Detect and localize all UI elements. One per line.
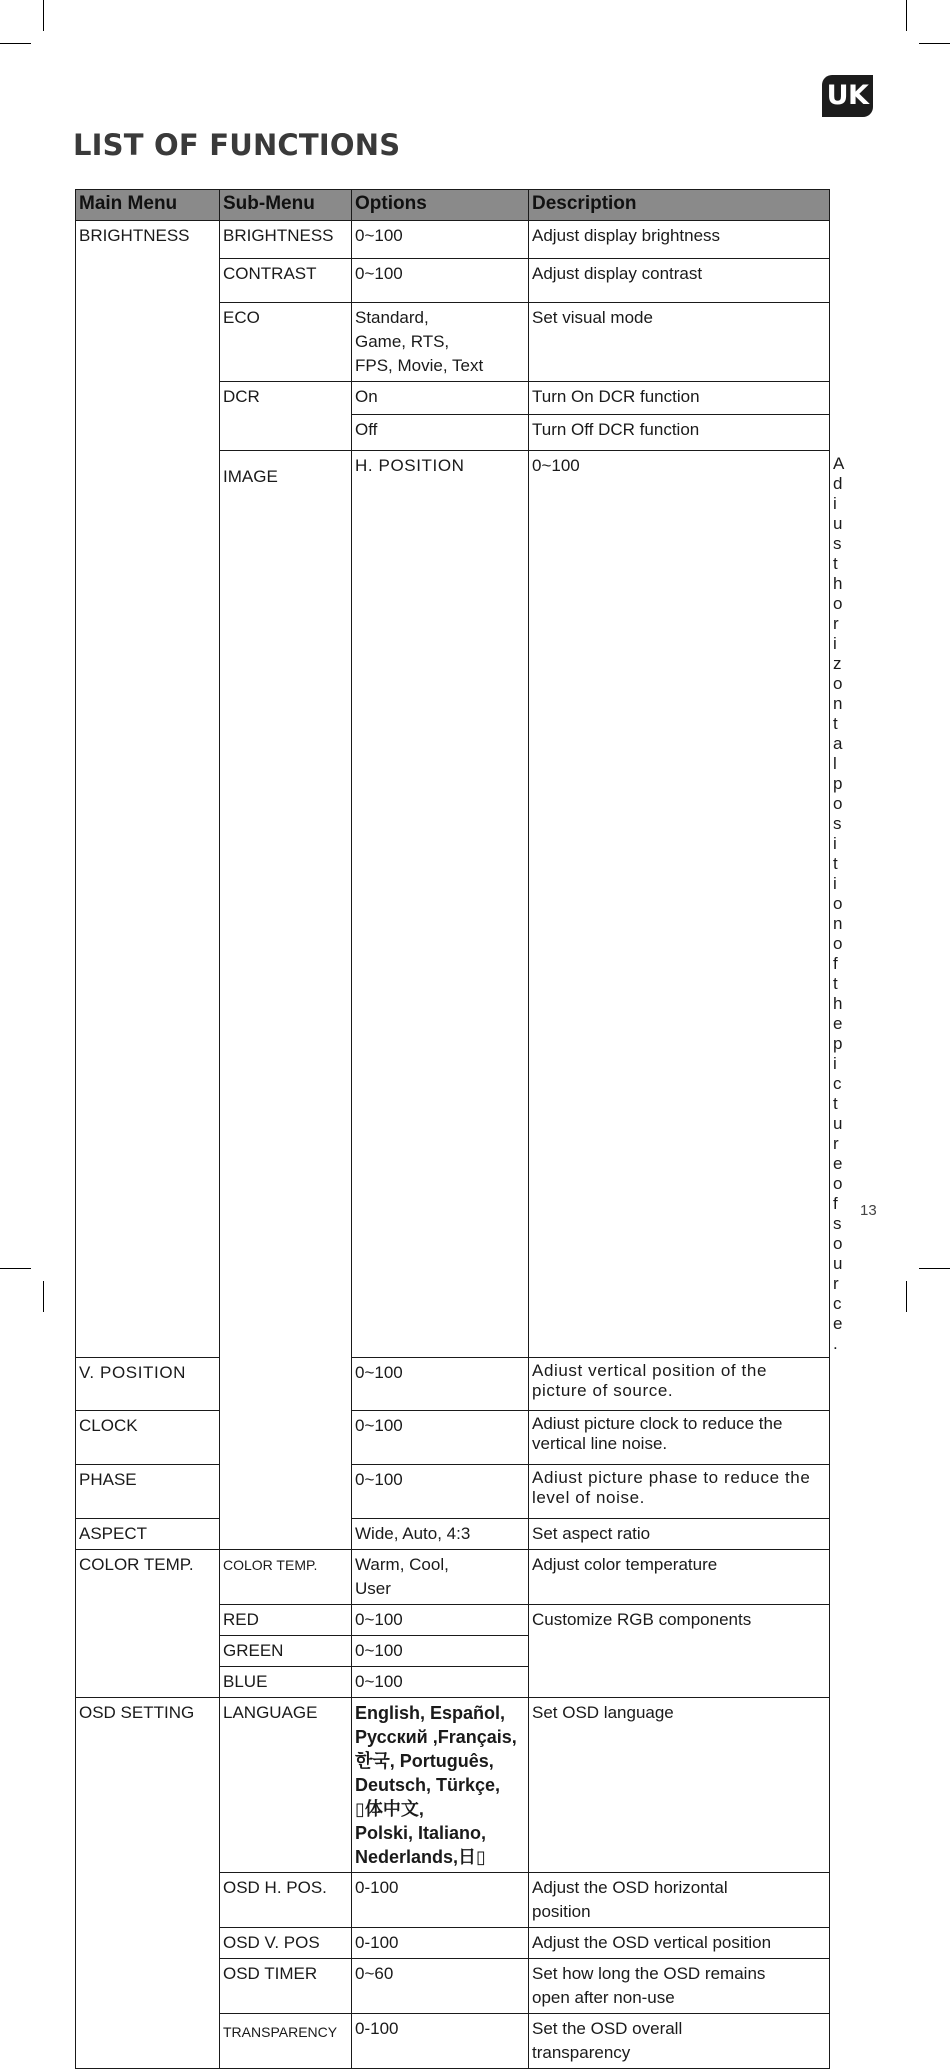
options-cell: 0~100 [352, 1636, 529, 1667]
crop-mark-top-left-v [43, 0, 44, 31]
description-cell: Set how long the OSD remains open after non-use [529, 1959, 830, 2014]
page-number: 13 [860, 1202, 877, 1219]
options-cell: 0-100 [352, 2014, 529, 2069]
description-cell: Adjust the OSD horizontal position [529, 1873, 830, 1928]
crop-mark-top-right-h [919, 43, 950, 44]
options-cell: 0-100 [352, 1873, 529, 1928]
crop-mark-bottom-left-v [43, 1281, 44, 1312]
sub-menu-cell: COLOR TEMP. [220, 1550, 352, 1605]
options-cell: 0~100 [352, 1358, 529, 1411]
options-cell: 0~100 [529, 451, 830, 1358]
table-row [76, 1519, 830, 1550]
options-cell: Warm, Cool, User [352, 1550, 529, 1605]
options-cell: 0-100 [352, 1928, 529, 1959]
sub-menu-cell: GREEN [220, 1636, 352, 1667]
description-cell: Turn On DCR function [529, 382, 830, 415]
options-cell: Standard, Game, RTS, FPS, Movie, Text [352, 303, 529, 382]
description-cell: Adjust display brightness [529, 221, 830, 259]
description-cell: Customize RGB components [529, 1605, 830, 1698]
description-cell: Adjust color temperature [529, 1550, 830, 1605]
description-text: Adiust picture clock to reduce the vertical line noise. [532, 1414, 783, 1453]
description-text: Adiust vertical position of the picture of source. [532, 1361, 767, 1400]
crop-mark-bottom-left-h [0, 1268, 31, 1269]
sub-menu-cell: DCR [220, 382, 352, 451]
sub-menu-cell: V. POSITION [76, 1358, 220, 1411]
options-cell: 0~100 [352, 1605, 529, 1636]
description-cell: Turn Off DCR function [529, 415, 830, 451]
page-title: LIST OF FUNCTIONS [73, 128, 401, 162]
table-row [76, 221, 830, 259]
description-cell [529, 1358, 830, 1411]
crop-mark-top-right-v [906, 0, 907, 31]
sub-menu-cell: PHASE [76, 1465, 220, 1519]
sub-menu-cell: BRIGHTNESS [220, 221, 352, 259]
sub-menu-cell: OSD H. POS. [220, 1873, 352, 1928]
language-options-cell: English, Español, Русский ,Français, 한국, Português, Deutsch, Türkçe, ▯体中文, Polski, Italiano, Nederlands,日▯ [352, 1698, 529, 1873]
options-cell: 0~100 [352, 221, 529, 259]
table-row [76, 1550, 830, 1605]
table-row [76, 1358, 830, 1411]
sub-menu-cell: LANGUAGE [220, 1698, 352, 1873]
description-cell: Set aspect ratio [529, 1519, 830, 1550]
sub-menu-cell: CLOCK [76, 1411, 220, 1465]
description-cell: Adjust display contrast [529, 259, 830, 303]
header-main-menu: Main Menu [76, 190, 220, 221]
description-text: Adiust picture phase to reduce the level of noise. [532, 1468, 811, 1507]
header-options: Options [352, 190, 529, 221]
sub-menu-cell: ASPECT [76, 1519, 220, 1550]
options-cell: On [352, 382, 529, 415]
table-header-row [76, 190, 830, 221]
options-cell: Off [352, 415, 529, 451]
main-menu-color-temp: COLOR TEMP. [76, 1550, 220, 1698]
language-badge: UK [822, 75, 873, 117]
description-cell [529, 1411, 830, 1465]
header-description: Description [529, 190, 830, 221]
description-cell: Set the OSD overall transparency [529, 2014, 830, 2069]
sub-menu-cell: TRANSPARENCY [220, 2014, 352, 2069]
options-cell: Wide, Auto, 4:3 [352, 1519, 529, 1550]
sub-menu-cell: CONTRAST [220, 259, 352, 303]
description-cell: Adjust the OSD vertical position [529, 1928, 830, 1959]
description-cell: Set OSD language [529, 1698, 830, 1873]
crop-mark-bottom-right-v [906, 1281, 907, 1312]
table-row [76, 1411, 830, 1465]
header-sub-menu: Sub-Menu [220, 190, 352, 221]
main-menu-osd-setting: OSD SETTING [76, 1698, 220, 2069]
options-cell: 0~100 [352, 1465, 529, 1519]
options-cell: 0~100 [352, 1667, 529, 1698]
main-menu-brightness: BRIGHTNESS [76, 221, 220, 1358]
table-row: IMAGE H. POSITION 0~100 Adiust horizontal position of the picture of source. [76, 451, 830, 1358]
sub-menu-cell: ECO [220, 303, 352, 382]
crop-mark-top-left-h [0, 43, 31, 44]
table-row [76, 1698, 830, 1873]
sub-menu-cell: OSD V. POS [220, 1928, 352, 1959]
sub-menu-cell: H. POSITION [352, 451, 529, 1358]
table-row [76, 1465, 830, 1519]
options-cell: 0~100 [352, 1411, 529, 1465]
description-cell [529, 1465, 830, 1519]
options-cell: 0~60 [352, 1959, 529, 2014]
description-cell: Set visual mode [529, 303, 830, 382]
functions-table [75, 189, 845, 2069]
sub-menu-cell: OSD TIMER [220, 1959, 352, 2014]
crop-mark-bottom-right-h [919, 1268, 950, 1269]
options-cell: 0~100 [352, 259, 529, 303]
sub-menu-cell: RED [220, 1605, 352, 1636]
main-menu-image: IMAGE [220, 451, 352, 1550]
sub-menu-cell: BLUE [220, 1667, 352, 1698]
